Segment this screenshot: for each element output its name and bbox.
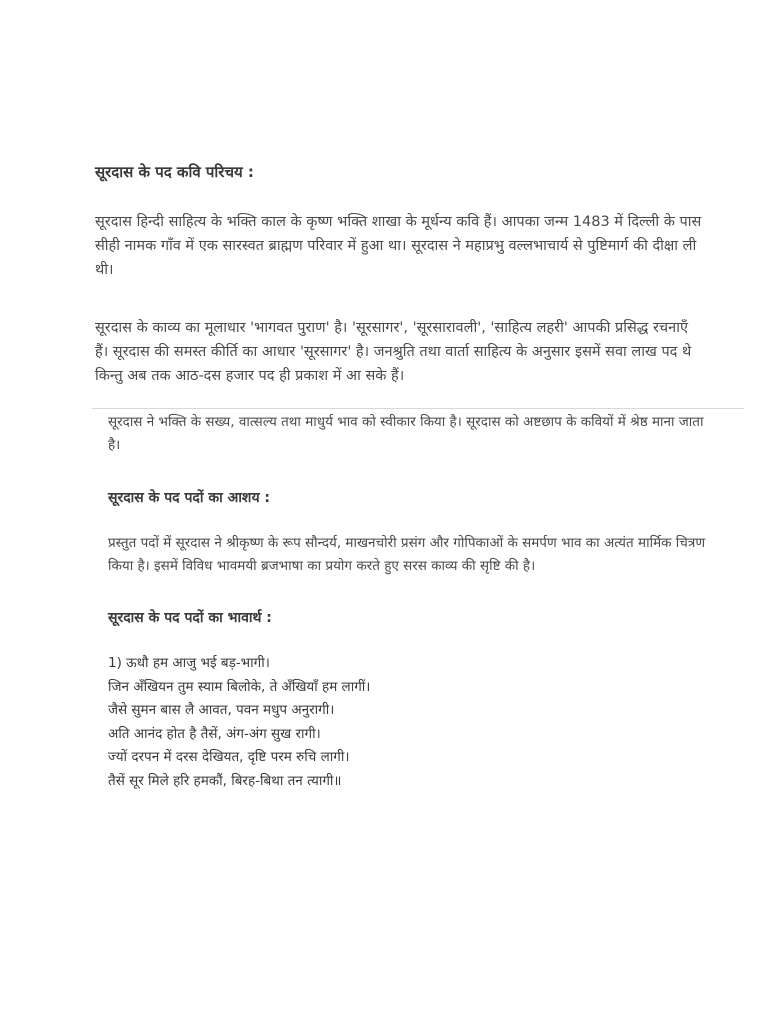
poem-line: जिन अँखियन तुम स्याम बिलोके, ते अँखियाँ हम लागीं।: [108, 678, 371, 695]
bhakti-paragraph: सूरदास ने भक्ति के सख्य, वात्सल्य तथा माधुर्य भाव को स्वीकार किया है। सूरदास को अष्टछाप के कवियों में श्रेष्ठ माना जाता है।: [108, 414, 704, 453]
poem-line: अति आनंद होत है तैसें, अंग-अंग सुख रागी।: [108, 725, 321, 742]
poet-intro-paragraph: सूरदास हिन्दी साहित्य के भक्ति काल के कृष्ण भक्ति शाखा के मूर्धन्य कवि हैं। आपका जन्म 1483 में दिल्ली के पास सीही नामक गाँव में एक सारस्वत ब्राह्मण परिवार में हुआ था। सूरदास ने महाप्रभु वल्लभाचार्य से पुष्टिमार्ग की दीक्षा ली थी।: [95, 214, 702, 278]
poem-line: 1) ऊधौ हम आजु भई बड़-भागी।: [108, 655, 270, 671]
bhavarth-heading: सूरदास के पद पदों का भावार्थ :: [108, 610, 272, 626]
poem-line: तैसें सूर मिले हरि हमकौं, बिरह-बिथा तन त्यागी॥: [108, 772, 342, 789]
poet-intro-heading: सूरदास के पद कवि परिचय :: [95, 163, 254, 181]
page-divider: [92, 408, 744, 409]
poem-lines: [108, 652, 718, 793]
poem-line: ज्यों दरपन में दरस देखियत, दृष्टि परम रुचि लागी।: [108, 749, 350, 765]
works-paragraph: सूरदास के काव्य का मूलाधार 'भागवत पुराण' है। 'सूरसागर', 'सूरसारावली', 'साहित्य लहरी' आपकी प्रसिद्ध रचनाएँ हैं। सूरदास की समस्त कीर्ति का आधार 'सूरसागर' है। जनश्रुति तथा वार्ता साहित्य के अनुसार इसमें सवा लाख पद थे किन्तु अब तक आठ-दस हजार पद ही प्रकाश में आ सके हैं।: [95, 320, 692, 384]
ashay-paragraph: प्रस्तुत पदों में सूरदास ने श्रीकृष्ण के रूप सौन्दर्य, माखनचोरी प्रसंग और गोपिकाओं के समर्पण भाव का अत्यंत मार्मिक चित्रण किया है। इसमें विविध भावमयी ब्रजभाषा का प्रयोग करते हुए सरस काव्य की सृष्टि की है।: [108, 535, 706, 574]
poem-line: जैसे सुमन बास लै आवत, पवन मधुप अनुरागी।: [108, 702, 335, 718]
ashay-heading: सूरदास के पद पदों का आशय :: [108, 490, 271, 506]
